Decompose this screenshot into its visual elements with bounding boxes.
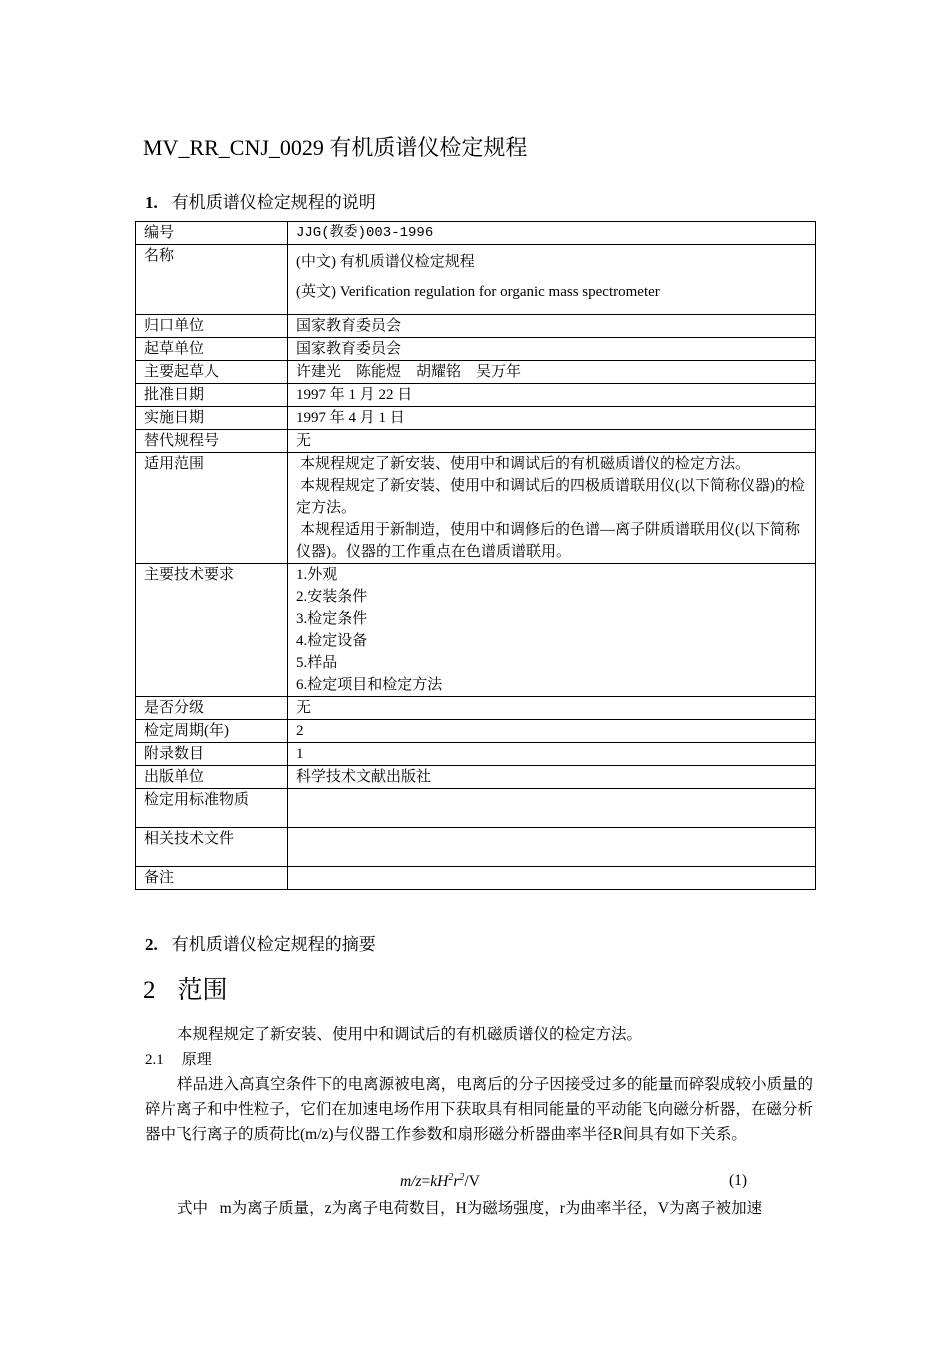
table-row: [136, 338, 816, 361]
name-cn: (中文) 有机质谱仪检定规程: [296, 254, 475, 270]
specification-table: [135, 221, 816, 890]
row-value: [288, 564, 816, 697]
name-en: (英文) Verification regulation for organic mass spectrometer: [296, 284, 660, 300]
row-value: 无: [288, 430, 816, 453]
row-value: [288, 867, 816, 890]
requirement-item: 2.安装条件: [296, 589, 368, 605]
document-title: MV_RR_CNJ_0029 有机质谱仪检定规程: [143, 135, 528, 160]
requirement-item: 1.外观: [296, 567, 338, 583]
row-value: [288, 828, 816, 867]
principle-heading: [145, 1048, 212, 1069]
scope-line: 本规程规定了新安装、使用中和调试后的四极质谱联用仪(以下简称仪器)的检定方法。: [296, 478, 805, 516]
row-value: 国家教育委员会: [288, 315, 816, 338]
row-key: 编号: [136, 222, 288, 245]
formula-k: kH: [430, 1173, 449, 1191]
where-paragraph: 式中 m为离子质量，z为离子电荷数目，H为磁场强度，r为曲率半径，V为离子被加速: [177, 1200, 763, 1217]
row-key: 起草单位: [136, 338, 288, 361]
requirement-item: 6.检定项目和检定方法: [296, 677, 443, 693]
row-key: 是否分级: [136, 697, 288, 720]
row-key: 实施日期: [136, 407, 288, 430]
scope-line: 本规程规定了新安装、使用中和调试后的有机磁质谱仪的检定方法。: [300, 456, 751, 472]
principle-title: 原理: [181, 1052, 212, 1068]
row-value: 1: [288, 743, 816, 766]
table-row: [136, 407, 816, 430]
section-1-heading: [145, 188, 376, 213]
row-value: [288, 453, 816, 564]
row-value: 许建光 陈能煜 胡耀铭 吴万年: [288, 361, 816, 384]
formula-lhs: m/z: [400, 1173, 422, 1191]
row-key: 检定周期(年): [136, 720, 288, 743]
table-row: [136, 564, 816, 697]
row-key: 相关技术文件: [136, 828, 288, 867]
section-2-title: 有机质谱仪检定规程的摘要: [171, 935, 376, 954]
row-value: 科学技术文献出版社: [288, 766, 816, 789]
row-value: JJG(教委)003-1996: [288, 222, 816, 245]
table-row: [136, 720, 816, 743]
section-2-number: 2.: [145, 935, 158, 954]
formula: [400, 1172, 480, 1191]
row-key: 出版单位: [136, 766, 288, 789]
range-heading: [143, 970, 228, 1006]
table-row: [136, 222, 816, 245]
row-value: [288, 245, 816, 315]
section-1-number: 1.: [145, 193, 158, 212]
row-key: 替代规程号: [136, 430, 288, 453]
row-key: 主要起草人: [136, 361, 288, 384]
table-row: [136, 828, 816, 867]
range-title: 范围: [177, 977, 228, 1004]
row-key: 附录数目: [136, 743, 288, 766]
principle-number: 2.1: [145, 1052, 164, 1068]
row-value: 1997 年 1 月 22 日: [288, 384, 816, 407]
table-row: [136, 384, 816, 407]
table-row: [136, 361, 816, 384]
formula-h-exp: 2: [448, 1172, 454, 1183]
requirement-item: 4.检定设备: [296, 633, 368, 649]
formula-equals: =: [421, 1173, 431, 1191]
section-2-heading: [145, 930, 376, 955]
formula-number: (1): [729, 1172, 748, 1189]
table-row: [136, 766, 816, 789]
row-key: 备注: [136, 867, 288, 890]
table-row: [136, 743, 816, 766]
row-value: 2: [288, 720, 816, 743]
table-row: [136, 245, 816, 315]
table-row: [136, 453, 816, 564]
table-row: [136, 430, 816, 453]
row-key: 归口单位: [136, 315, 288, 338]
table-row: [136, 315, 816, 338]
range-paragraph: 本规程规定了新安装、使用中和调试后的有机磁质谱仪的检定方法。: [177, 1026, 643, 1043]
row-value: 国家教育委员会: [288, 338, 816, 361]
range-number: 2: [143, 977, 156, 1004]
requirement-item: 3.检定条件: [296, 611, 368, 627]
table-row: [136, 867, 816, 890]
row-key: 批准日期: [136, 384, 288, 407]
row-key: 主要技术要求: [136, 564, 288, 697]
formula-r-exp: 2: [459, 1172, 465, 1183]
scope-line: 本规程适用于新制造，使用中和调修后的色谱—离子阱质谱联用仪(以下简称仪器)。仪器的工作重点在色谱质谱联用。: [296, 522, 800, 560]
table-row: [136, 789, 816, 828]
formula-tail: /V: [464, 1173, 480, 1191]
row-key: 适用范围: [136, 453, 288, 564]
formula-r: r: [453, 1173, 460, 1191]
table-row: [136, 697, 816, 720]
row-value: 1997 年 4 月 1 日: [288, 407, 816, 430]
row-key: 名称: [136, 245, 288, 315]
section-1-title: 有机质谱仪检定规程的说明: [171, 193, 376, 212]
requirement-item: 5.样品: [296, 655, 338, 671]
principle-paragraph: 样品进入高真空条件下的电离源被电离，电离后的分子因接受过多的能量而碎裂成较小质量的碎片离子和中性粒子，它们在加速电场作用下获取具有相同能量的平动能飞向磁分析器，在磁分析器中飞行离子的质荷比(m/z)与仪器工作参数和扇形磁分析器曲率半径R间具有如下关系。: [145, 1076, 813, 1143]
row-value: 无: [288, 697, 816, 720]
row-key: 检定用标准物质: [136, 789, 288, 828]
row-value: [288, 789, 816, 828]
